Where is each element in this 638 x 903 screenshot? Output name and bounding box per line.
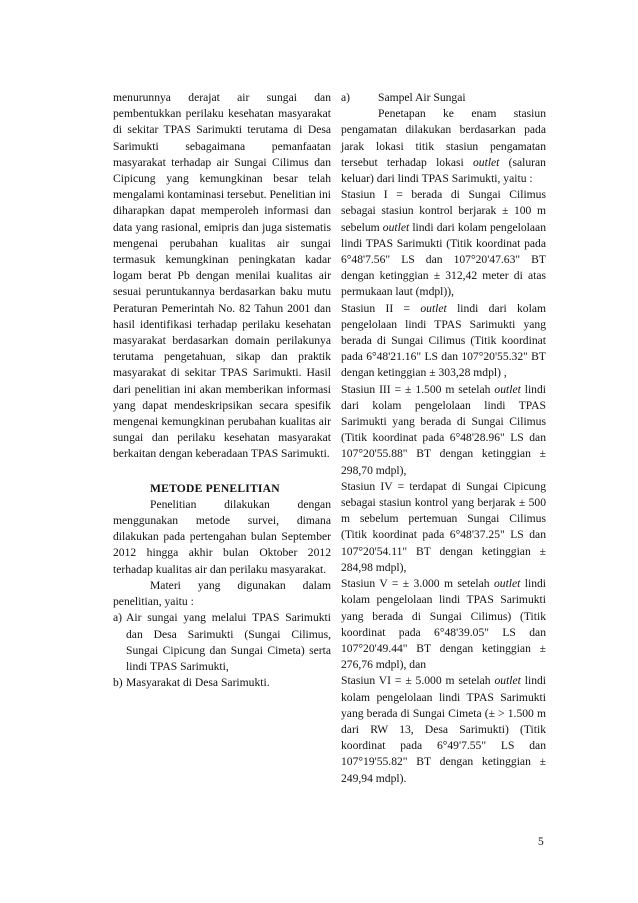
materials-list [113, 610, 331, 691]
page-number: 5 [538, 836, 544, 848]
materials-paragraph: Materi yang digunakan dalam penelitian, yaitu : [113, 578, 331, 609]
right-column [341, 90, 546, 787]
station-item: Stasiun VI = ± 5.000 m setelah outlet lindi kolam pengelolaan lindi TPAS Sarimukti yang berada di Sungai Cimeta (± > 1.500 m dari RW 13, Desa Sarimukti) (Titik koordinat pada 6°49'7.55" LS dan 107°19'55.82" BT dengan ketinggian ± 249,94 mdpl). [341, 674, 547, 785]
intro-paragraph: menurunnya derajat air sungai dan pembentukkan perilaku kesehatan masyarakat di sekitar TPAS Sarimukti terutama di Desa Sarimukti sebagaimana pemanfaatan masyarakat terhadap air Sungai Cilimus dan Cipicung yang kemungkinan besar telah mengalami kontaminasi tersebut. Penelitian ini diharapkan dapat memperoleh informasi dan data yang rasional, emipris dan juga sistematis mengenai perubahan kualitas air sungai termasuk kemungkinan peningkatan kadar logam berat Pb dengan menilai kualitas air sesuai peruntukannya berdasarkan baku mutu Peraturan Pemerintah No. 82 Tahun 2001 dan hasil identifikasi terhadap perilaku kesehatan masyarakat berdasarkan domain perilakunya terutama pengetahuan, sikap dan praktik masyarakat di sekitar TPAS Sarimukti. Hasil dari penelitian ini akan memberikan informasi yang dapat mendeskripsikan secara spesifik mengenai kemungkinan perubahan kualitas air sungai dan perilaku kesehatan masyarakat berkaitan dengan keberadaan TPAS Sarimukti. [113, 91, 331, 461]
list-item: a) Air sungai yang melalui TPAS Sarimukti dan Desa Sarimukti (Sungai Cilimus, Sungai Cipicung dan Sungai Cimeta) serta lindi TPAS Sarimukti, [113, 611, 331, 673]
subsection-marker: a) [341, 91, 351, 104]
stations-list [341, 187, 546, 787]
station-item: Stasiun IV = terdapat di Sungai Cipicung sebagai stasiun kontrol yang berjarak ± 500 m sebelum pertemuan Sungai Cilimus (Titik koordinat pada 6°48'37.25" LS dan 107°20'54.11" BT dengan ketinggian ± 284,98 mdpl), [341, 479, 546, 574]
stations-intro: Penetapan ke enam stasiun pengamatan dilakukan berdasarkan pada jarak lokasi titik stasiun pengamatan tersebut terhadap lokasi outlet (saluran keluar) dari lindi TPAS Sarimukti, yaitu : [341, 107, 546, 186]
left-column [113, 90, 331, 691]
station-item: Stasiun III = ± 1.500 m setelah outlet lindi dari kolam pengelolaan lindi TPAS Sarimukti yang berada di Sungai Cilimus (Titik koordinat pada 6°48'28.96" LS dan 107°20'55.88" BT dengan ketinggian ± 298,70 mdpl), [341, 382, 546, 477]
list-item: b) Masyarakat di Desa Sarimukti. [113, 676, 270, 690]
method-paragraph: Penelitian dilakukan dengan menggunakan metode survei, dimana dilakukan pada pertengahan bulan September 2012 hingga akhir bulan Oktober 2012 terhadap kualitas air dan perilaku masyarakat. [113, 497, 331, 576]
station-item: Stasiun I = berada di Sungai Cilimus sebagai stasiun kontrol berjarak ± 100 m sebelum outlet lindi dari kolam pengelolaan lindi TPAS Sarimukti (Titik koordinat pada 6°48'7.56" LS dan 107°20'47.63" BT dengan ketinggian ± 312,42 meter di atas permukaan laut (mdpl)), [341, 188, 546, 299]
station-item: Stasiun II = outlet lindi dari kolam pengelolaan lindi TPAS Sarimukti yang berada di Sungai Cilimus (Titik koordinat pada 6°48'21.16" LS dan 107°20'55.32" BT dengan ketinggian ± 303,28 mdpl) , [341, 301, 546, 380]
subsection-heading [341, 90, 546, 106]
station-item: Stasiun V = ± 3.000 m setelah outlet lindi kolam pengelolaan lindi TPAS Sarimukti yang berada di Sungai Cilimus) (Titik koordinat pada 6°48'39.05" LS dan 107°20'49.44" BT dengan ketinggian ± 276,76 mdpl), dan [341, 577, 547, 672]
subsection-title: Sampel Air Sungai [378, 91, 466, 104]
section-heading-metode: METODE PENELITIAN [150, 481, 280, 495]
